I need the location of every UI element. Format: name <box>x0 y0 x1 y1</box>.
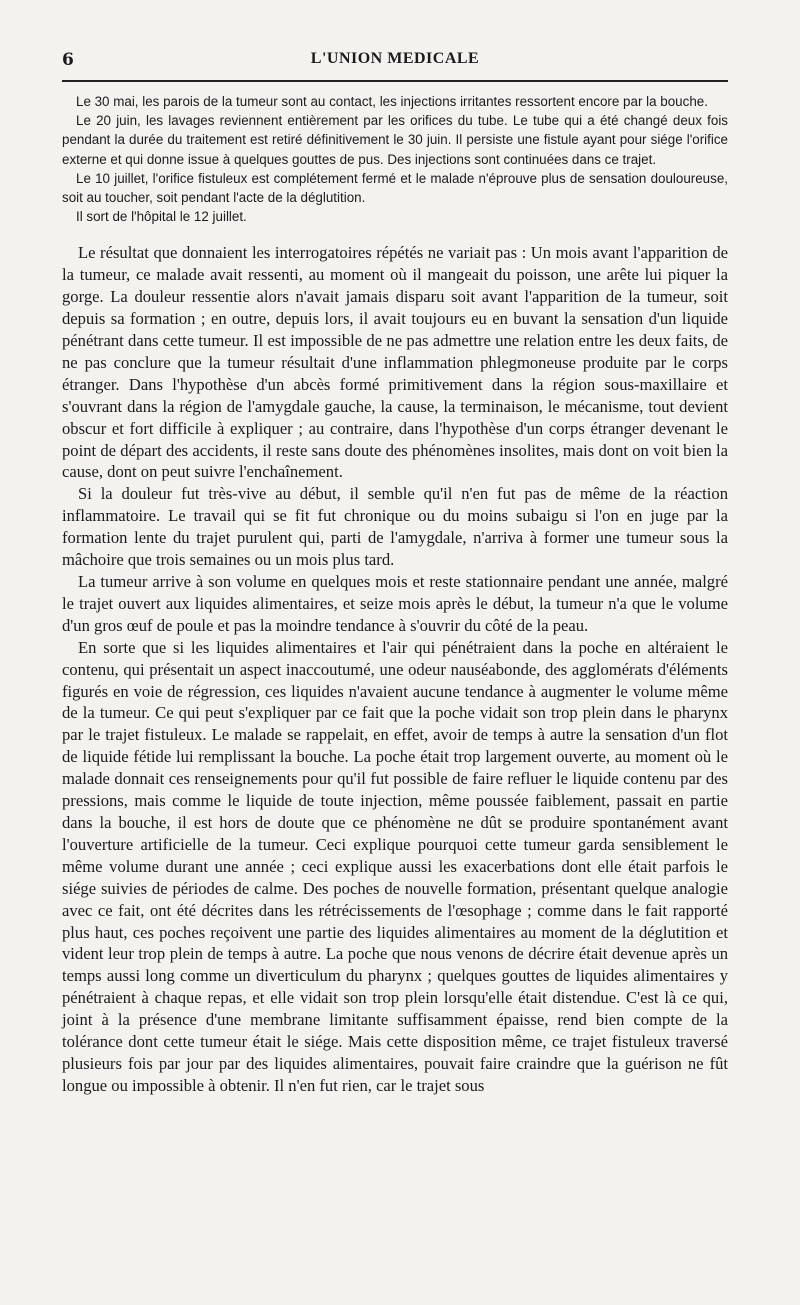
case-note-paragraph: Il sort de l'hôpital le 12 juillet. <box>76 209 247 225</box>
case-note-paragraph: Le 20 juin, les lavages reviennent entièrement par les orifices du tube. Le tube qui a été changé deux fois pendant la durée du traitement est retiré définitivement le 30 juin. Il persiste une fistule ayant pour siége l'orifice externe et qui donne issue à quelques gouttes de pus. Des injections sont continuées dans ce trajet. <box>62 113 728 167</box>
case-notes <box>62 92 728 226</box>
header-rule <box>62 80 728 82</box>
body-paragraph: Le résultat que donnaient les interrogatoires répétés ne variait pas : Un mois avant l'apparition de la tumeur, ce malade avait ressenti, au moment où il mangeait du poisson, une arête lui piquer la gorge. La douleur ressentie alors n'avait jamais disparu soit avant l'apparition de la tumeur, soit depuis sa formation ; en outre, depuis lors, il avait toujours eu en buvant la sensation d'un liquide pénétrant dans cette tumeur. Il est impossible de ne pas admettre une relation entre les deux faits, de ne pas conclure que la tumeur résultait d'une inflammation phlegmoneuse produite par le corps étranger. Dans l'hypothèse d'un abcès formé primitivement dans la région sous-maxillaire et s'ouvrant dans la région de l'amygdale gauche, la cause, la terminaison, le mécanisme, tout devient obscur et fort difficile à expliquer ; au contraire, dans l'hypothèse d'un corps étranger devenant le point de départ des accidents, il reste sans doute des phénomènes insolites, mais dont on voit bien la cause, dont on peut suivre l'enchaînement. <box>62 243 728 482</box>
page-number: 6 <box>62 50 74 70</box>
page-header <box>62 44 728 72</box>
body-paragraph: Si la douleur fut très-vive au début, il semble qu'il n'en fut pas de même de la réaction inflammatoire. Le travail qui se fit fut chronique ou du moins subaigu si l'on en juge par la formation lente du trajet purulent qui, parti de l'amygdale, n'arriva à former une tumeur sous la mâchoire que trois semaines ou un mois plus tard. <box>62 484 728 570</box>
body-paragraph: La tumeur arrive à son volume en quelques mois et reste stationnaire pendant une année, malgré le trajet ouvert aux liquides alimentaires, et seize mois après le début, la tumeur n'a que le volume d'un gros œuf de poule et pas la moindre tendance à s'ouvrir du côté de la peau. <box>62 572 728 635</box>
body-paragraph: En sorte que si les liquides alimentaires et l'air qui pénétraient dans la poche en altéraient le contenu, qui présentait un aspect inaccoutumé, une odeur nauséabonde, des agglomérats d'éléments figurés en voie de régression, ces liquides n'avaient aucune tendance à augmenter le volume même de la tumeur. Ce qui peut s'expliquer par ce fait que la poche vidait son trop plein dans le pharynx par le trajet fistuleux. Le malade se rappelait, en effet, avoir de temps à autre la sensation d'un flot de liquide fétide lui remplissant la bouche. La poche était trop largement ouverte, au moment où le malade donnait ces renseignements pour qu'il fut possible de faire refluer le liquide contenu par des pressions, mais comme le liquide de toute injection, même poussée faiblement, passait en partie dans la bouche, il est hors de doute que ce phénomène ne dût se produire spontanément avant l'ouverture artificielle de la tumeur. Ceci explique pourquoi cette tumeur garda sensiblement le même volume durant une année ; ceci explique aussi les exacerbations dont elle était parfois le siége suivies de périodes de calme. Des poches de nouvelle formation, présentant quelque analogie avec ce fait, ont été décrites dans les rétrécissements de l'œsophage ; comme dans le fait rapporté plus haut, ces poches reçoivent une partie des liquides alimentaires au moment de la déglutition et vident leur trop plein de temps à autre. La poche que nous venons de décrire était devenue après un temps aussi long comme un diverticulum du pharynx ; quelques gouttes de liquides alimentaires y pénétraient à chaque repas, et elle vidait son trop plein lorsqu'elle était distendue. C'est là ce qui, joint à la présence d'une membrane limitante suffisamment épaisse, rend bien compte de la tolérance dont cette tumeur était le siége. Mais cette disposition même, ce trajet fistuleux traversé plusieurs fois par jour par des liquides alimentaires, pouvait faire craindre que la guérison ne fût longue ou impossible à obtenir. Il n'en fut rien, car le trajet sous <box>62 637 728 1095</box>
running-title: L'UNION MEDICALE <box>310 50 480 67</box>
case-note-paragraph: Le 10 juillet, l'orifice fistuleux est complétement fermé et le malade n'éprouve plus de sensation douloureuse, soit au toucher, soit pendant l'acte de la déglutition. <box>62 170 728 206</box>
discussion <box>62 242 728 1096</box>
case-note-paragraph: Le 30 mai, les parois de la tumeur sont au contact, les injections irritantes ressortent encore par la bouche. <box>76 94 708 109</box>
